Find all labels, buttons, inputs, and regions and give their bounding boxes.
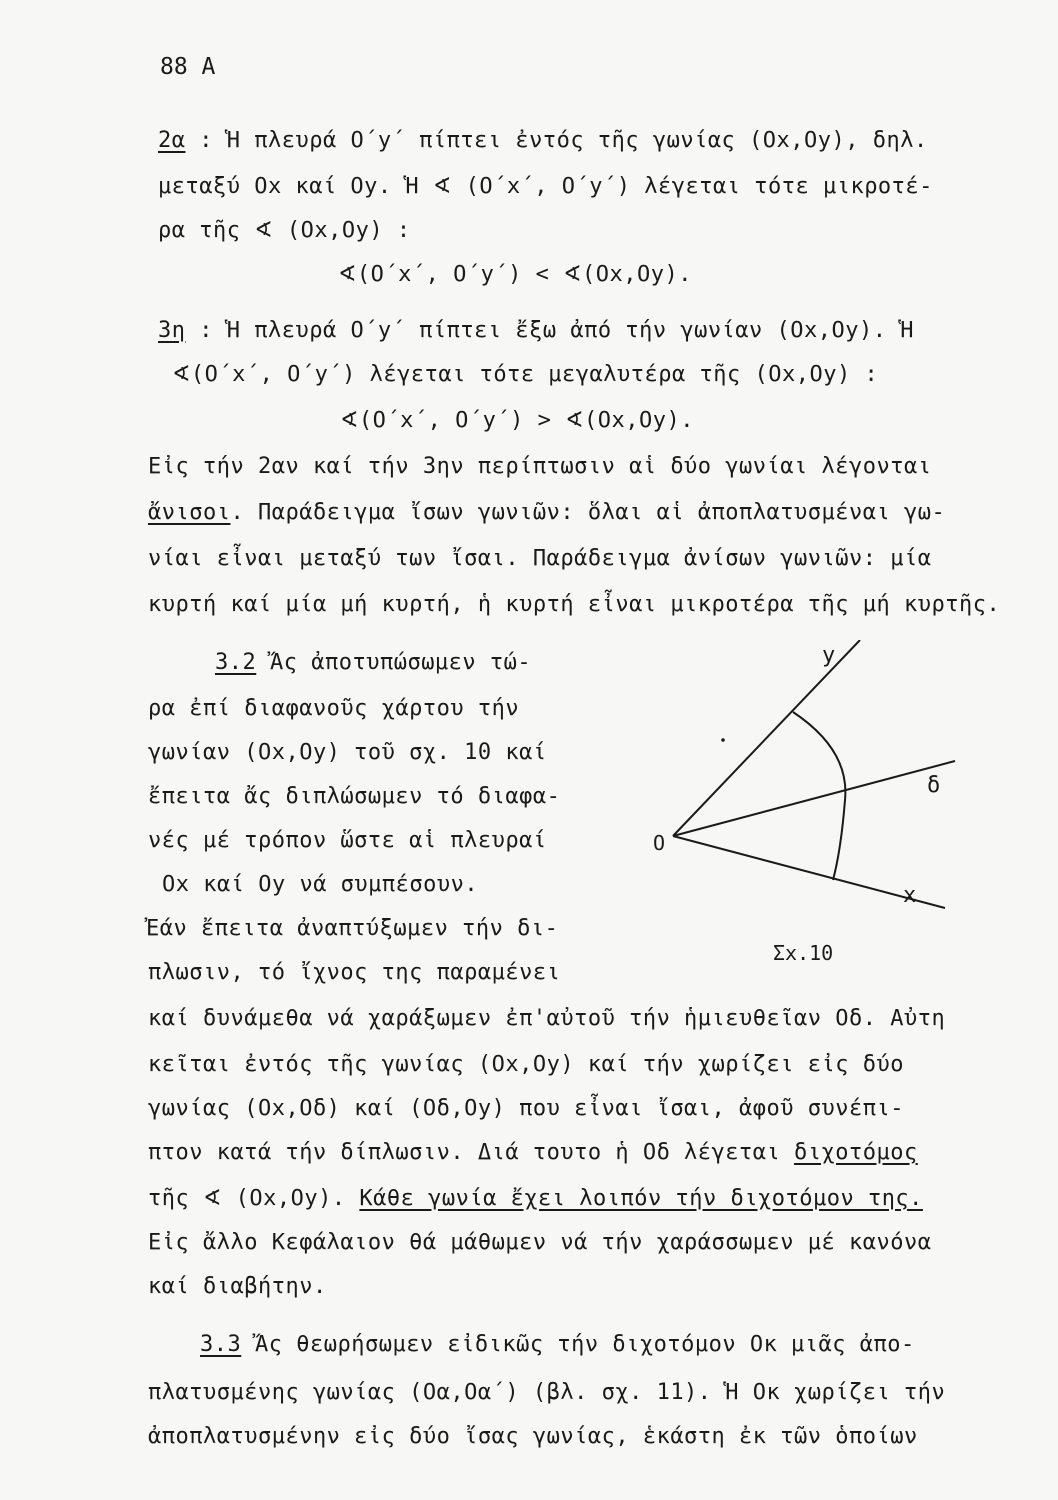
inequality-line: ∢(Ο΄x΄, Ο΄y΄) > ∢(Οx,Οy). <box>340 408 695 433</box>
text-line <box>148 1140 918 1165</box>
text-line: ρα ἐπί διαφανοῦς χάρτου τήν <box>148 696 520 721</box>
text-line: Ἐάν ἔπειτα ἀναπτύξωμεν τήν δι- <box>146 916 559 941</box>
line-text: Ἄς θεωρήσωμεν εἰδικῶς τήν διχοτόμον Οκ μιᾶς ἀπο- <box>241 1332 915 1357</box>
text-line: γωνίας (Οx,Οδ) καί (Οδ,Οy) που εἶναι ἴσαι, ἀφοῦ συνέπι- <box>148 1096 904 1121</box>
text-line <box>158 318 914 343</box>
text-line: μεταξύ Οx καί Οy. Ἡ ∢ (Ο΄x΄, Ο΄y΄) λέγεται τότε μικροτέ- <box>158 174 933 199</box>
text-line: καί διαβήτην. <box>148 1274 327 1299</box>
case-label: 3η <box>158 318 186 343</box>
line-text: . Παράδειγμα ἴσων γωνιῶν: ὅλαι αἱ ἀποπλατυσμέναι γω- <box>230 500 946 525</box>
label-y: y <box>822 643 836 668</box>
text-line <box>148 1186 923 1211</box>
label-delta: δ <box>927 773 941 798</box>
case-label: 2α <box>158 128 186 153</box>
text-line: πλωσιν, τό ἴχνος της παραμένει <box>148 960 561 985</box>
key-statement: Κάθε γωνία ἔχει λοιπόν τήν διχοτόμον της. <box>359 1186 923 1211</box>
text-line: νίαι εἶναι μεταξύ των ἴσαι. Παράδειγμα ἀνίσων γωνιῶν: μία <box>148 546 932 571</box>
line-text: : Ἡ πλευρά Ο΄y΄ πίπτει ἔξω ἀπό τήν γωνίαν (Οx,Οy). Ἡ <box>185 318 914 343</box>
text-line: πλατυσμένης γωνίας (Οα,Οα΄) (βλ. σχ. 11). Ἡ Οκ χωρίζει τήν <box>148 1380 946 1405</box>
text-line: κεῖται ἐντός τῆς γωνίας (Οx,Οy) καί τήν χωρίζει εἰς δύο <box>148 1052 904 1077</box>
ray-odelta <box>673 761 955 836</box>
section-number: 3.3 <box>200 1332 242 1357</box>
inequality-line: ∢(Ο΄x΄, Ο΄y΄) < ∢(Οx,Οy). <box>338 262 693 287</box>
text-line: Εἰς τήν 2αν καί τήν 3ην περίπτωσιν αἱ δύο γωνίαι λέγονται <box>148 454 932 479</box>
text-line: Εἰς ἄλλο Κεφάλαιον θά μάθωμεν νά τήν χαράσσωμεν μέ κανόνα <box>148 1230 932 1255</box>
text-line: καί δυνάμεθα νά χαράξωμεν ἐπ'αὐτοῦ τήν ἡμιευθεῖαν Οδ. Αὐτη <box>148 1006 946 1031</box>
label-x: x <box>903 883 917 908</box>
text-line <box>200 1332 915 1357</box>
line-text: : Ἡ πλευρά Ο΄y΄ πίπτει ἐντός τῆς γωνίας (Οx,Οy), δηλ. <box>185 128 928 153</box>
term-bisector: διχοτόμος <box>794 1140 918 1165</box>
ray-oy <box>673 640 860 836</box>
figure-caption: Σx.10 <box>773 941 834 965</box>
text-line <box>215 650 531 675</box>
text-line: κυρτή καί μία μή κυρτή, ἡ κυρτή εἶναι μικροτέρα τῆς μή κυρτῆς. <box>148 592 1001 617</box>
text-line: ρα τῆς ∢ (Οx,Οy) : <box>158 218 411 243</box>
line-text: Ἄς ἀποτυπώσωμεν τώ- <box>256 650 532 675</box>
text-line: γωνίαν (Οx,Οy) τοῦ σχ. 10 καί <box>148 740 547 765</box>
text-line: νές μέ τρόπον ὥστε αἱ πλευραί <box>148 828 547 853</box>
text-line: Οx καί Οy νά συμπέσουν. <box>162 872 479 897</box>
text-line: ἀποπλατυσμένην εἰς δύο ἴσας γωνίας, ἑκάστη ἐκ τῶν ὁποίων <box>148 1424 918 1449</box>
line-text: πτον κατά τήν δίπλωσιν. Διά τουτο ἡ Οδ λέγεται <box>148 1140 781 1165</box>
text-line: ∢(Ο΄x΄, Ο΄y΄) λέγεται τότε μεγαλυτέρα τῆς (Οx,Οy) : <box>172 362 879 387</box>
text-line: ἔπειτα ἄς διπλώσωμεν τό διαφα- <box>148 784 561 809</box>
angle-arc <box>793 712 845 880</box>
term-unequal: ἄνισοι <box>148 500 231 525</box>
text-line <box>158 128 928 153</box>
label-o: O <box>653 831 666 855</box>
dot-mark <box>721 738 725 742</box>
figure-10-angle-bisector <box>645 640 975 970</box>
section-number: 3.2 <box>215 650 257 675</box>
text-line <box>148 500 945 525</box>
line-text: τῆς ∢ (Οx,Οy). <box>148 1186 360 1211</box>
page-number: 88 A <box>160 54 216 80</box>
